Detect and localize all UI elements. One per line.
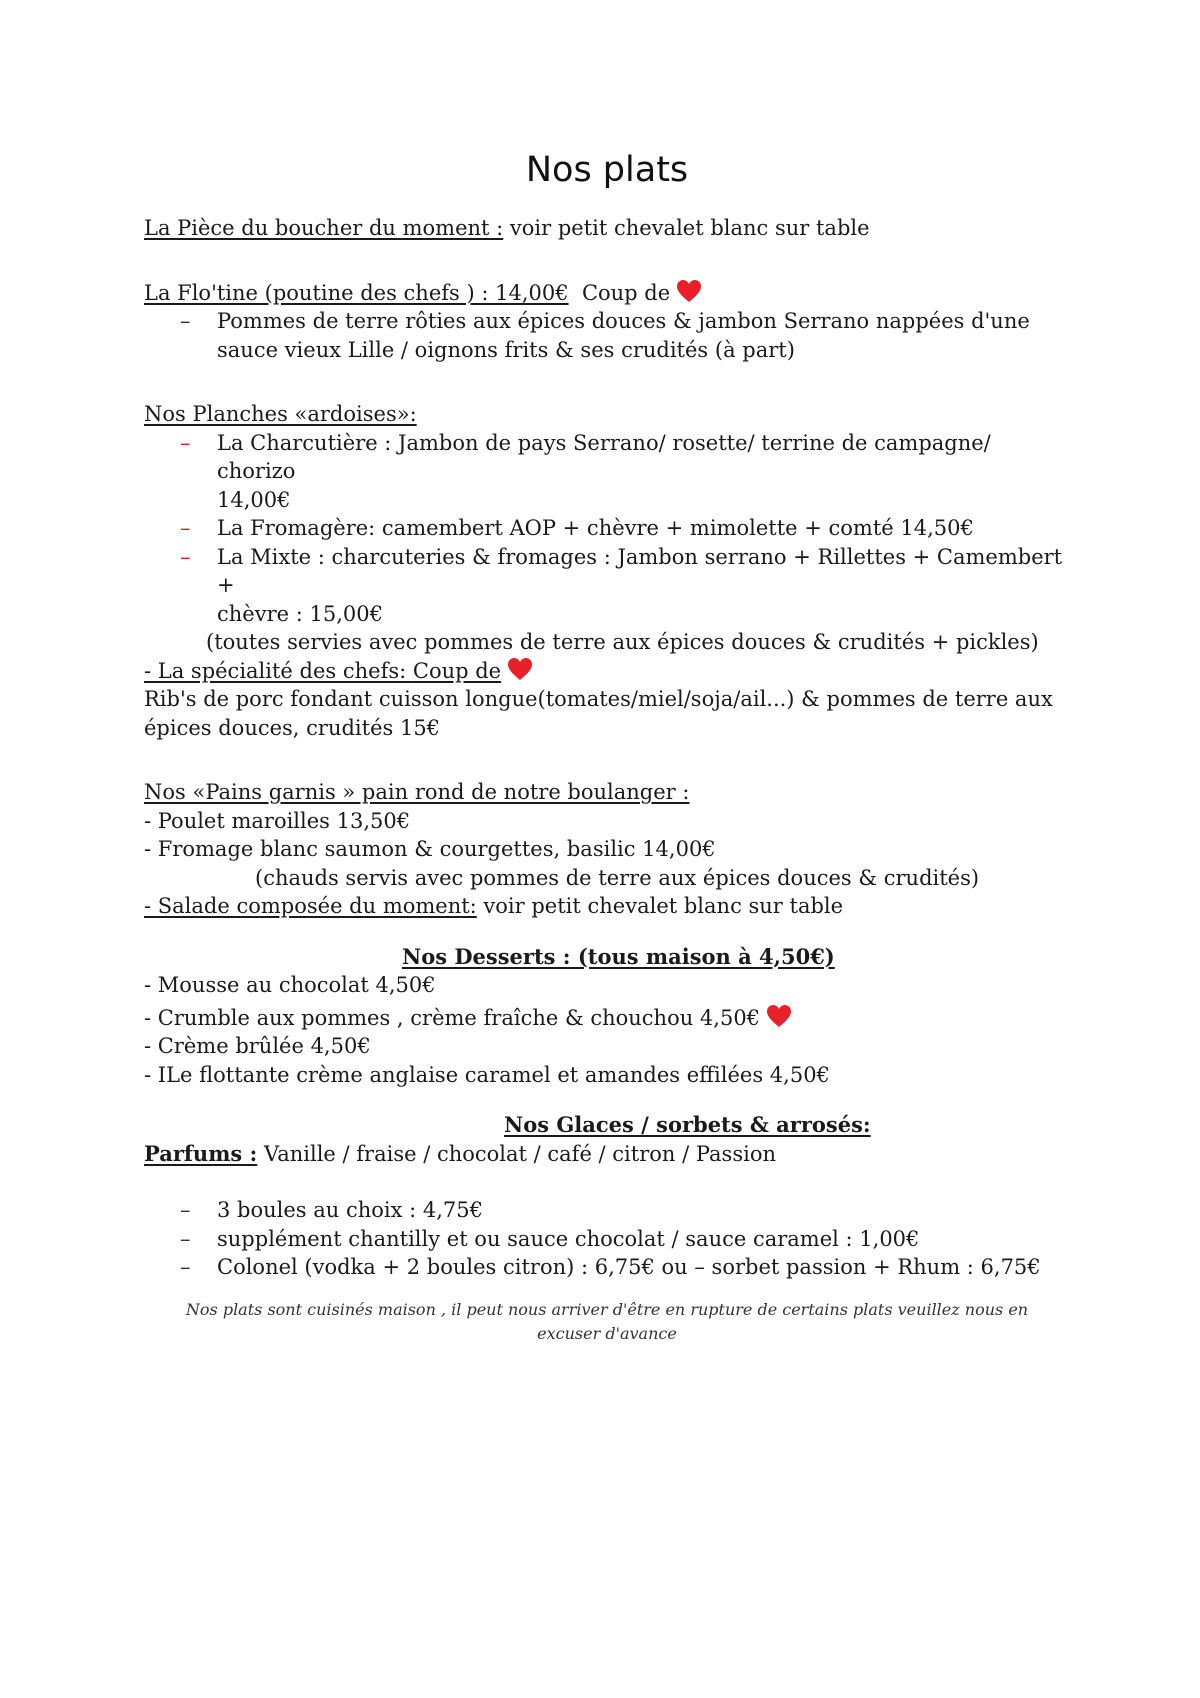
dash-bullet: – [180,1198,191,1222]
specialite-label: - La spécialité des chefs: [144,658,413,683]
salade-label: - Salade composée du moment: [144,894,477,918]
desserts-title: Nos Desserts : (tous maison à 4,50€) [402,943,835,969]
parfums-line [144,1140,1070,1169]
glaces-list [144,1196,1070,1282]
specialite-line-1: Rib's de porc fondant cuisson longue(tomates/miel/soja/ail...) & pommes de terre aux [144,687,1053,711]
salade-text: voir petit chevalet blanc sur table [476,894,844,918]
flotine-line-1: Pommes de terre rôties aux épices douces & jambon Serrano nappées d'une [217,309,1030,333]
dash-bullet: – [180,309,191,333]
footnote-line-2: excuser d'avance [537,1323,677,1343]
flotine-heading [144,279,1070,308]
piece-du-boucher-line [144,214,1070,243]
planche-mixte-line-1: La Mixte : charcuteries & fromages : Jambon serrano + Rillettes + Camembert + [217,544,1063,597]
dessert-creme-brulee: - Crème brûlée 4,50€ [144,1034,371,1058]
specialite-coup-de: Coup de [412,658,502,683]
pain-saumon: - Fromage blanc saumon & courgettes, basilic 14,00€ [144,837,716,861]
page-title: Nos plats [525,150,689,190]
parfums-label: Parfums : [144,1140,258,1166]
heart-icon [507,657,533,681]
dessert-crumble-line [144,1004,1070,1033]
salade-line [144,892,1070,921]
dessert-crumble: - Crumble aux pommes , crème fraîche & chouchou 4,50€ [144,1005,761,1030]
menu-page [144,148,1070,1346]
heart-icon [676,279,702,303]
glaces-title: Nos Glaces / sorbets & arrosés: [504,1112,871,1137]
glace-supplement: supplément chantilly et ou sauce chocolat / sauce caramel : 1,00€ [217,1226,920,1251]
flotine-line-2: sauce vieux Lille / oignons frits & ses crudités (à part) [217,337,795,362]
flotine-coup-de: Coup de [581,280,671,305]
list-item [144,1196,1070,1225]
dash-bullet: – [180,1226,191,1251]
list-item [144,514,1070,543]
heart-icon-shape [677,280,701,302]
planches-list [144,429,1070,629]
specialite-line-2: épices douces, crudités 15€ [144,715,441,740]
list-item [144,429,1070,515]
list-item [144,307,1070,364]
footnote-line-1: Nos plats sont cuisinés maison , il peut nous arriver d'être en rupture de certains plats veuillez nous en [185,1299,1029,1319]
pains-label: Nos «Pains garnis » pain rond de notre boulanger : [144,780,690,804]
pains-note: (chauds servis avec pommes de terre aux épices douces & crudités) [255,865,980,890]
parfums-text: Vanille / fraise / chocolat / café / citron / Passion [257,1141,776,1166]
piece-du-boucher-label: La Pièce du boucher du moment : [144,216,504,240]
heart-icon-shape [767,1005,791,1027]
planche-fromagere-line: La Fromagère: camembert AOP + chèvre + mimolette + comté 14,50€ [217,516,974,540]
flotine-label: La Flo'tine (poutine des chefs ) : 14,00€ [144,280,569,305]
dessert-ile-flottante: - ILe flottante crème anglaise caramel et amandes effilées 4,50€ [144,1062,830,1087]
pain-poulet: - Poulet maroilles 13,50€ [144,808,411,833]
flotine-list [144,307,1070,364]
dash-bullet: – [180,516,191,540]
heart-icon-shape [508,658,532,680]
dessert-mousse: - Mousse au chocolat 4,50€ [144,973,436,997]
glace-colonel: Colonel (vodka + 2 boules citron) : 6,75€ ou – sorbet passion + Rhum : 6,75€ [217,1255,1041,1279]
planches-label: Nos Planches «ardoises»: [144,402,417,426]
list-item [144,543,1070,629]
piece-du-boucher-text: voir petit chevalet blanc sur table [503,216,870,240]
list-item [144,1253,1070,1282]
specialite-heading [144,657,1070,686]
glace-3-boules: 3 boules au choix : 4,75€ [217,1198,483,1222]
dash-bullet: – [180,1255,191,1279]
footnote [144,1298,1070,1346]
dash-bullet: – [180,430,191,455]
planches-note: (toutes servies avec pommes de terre aux épices douces & crudités + pickles) [206,630,1039,654]
planche-mixte-line-2: chèvre : 15,00€ [217,601,383,626]
heart-icon [766,1004,792,1028]
dash-bullet: – [180,544,191,569]
list-item [144,1225,1070,1254]
planche-charcutiere-line-1: La Charcutière : Jambon de pays Serrano/ rosette/ terrine de campagne/ chorizo [217,430,991,483]
planche-charcutiere-line-2: 14,00€ [217,487,291,512]
